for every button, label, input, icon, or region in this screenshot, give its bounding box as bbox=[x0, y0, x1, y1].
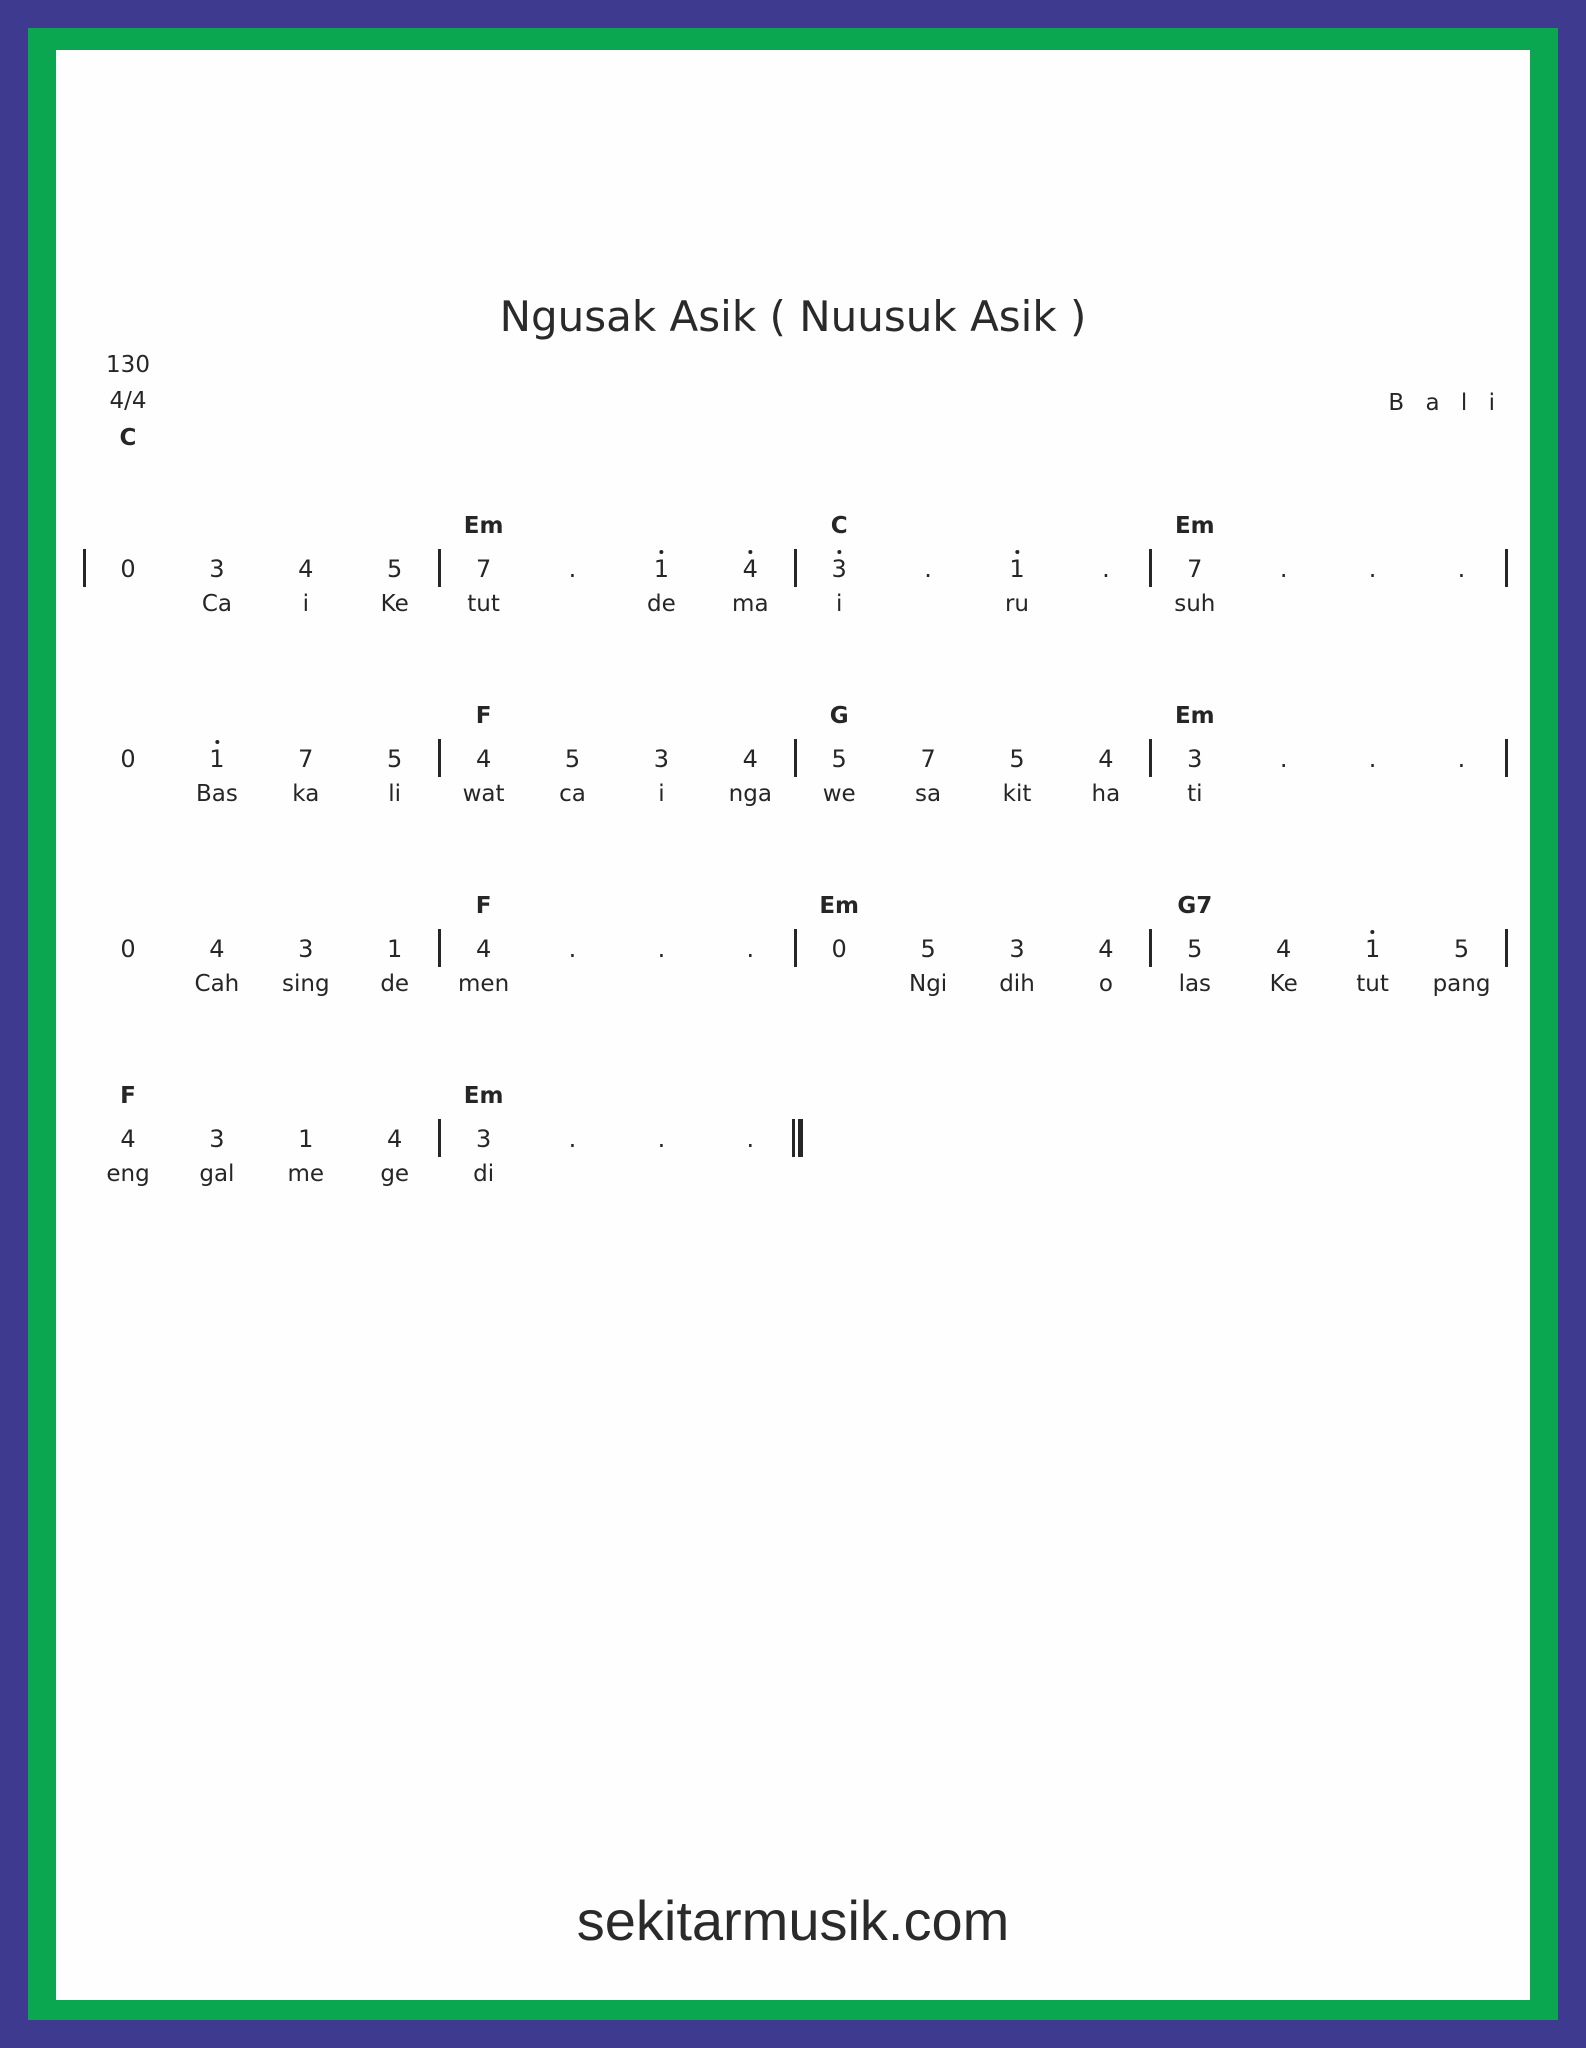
note-sustain-dot bbox=[746, 935, 754, 963]
note-text: 0 bbox=[120, 935, 136, 963]
octave-dot-icon bbox=[659, 550, 663, 554]
bar-line bbox=[1149, 929, 1152, 967]
note-sustain-dot bbox=[569, 555, 577, 583]
lyric-syllable: ge bbox=[380, 1161, 410, 1187]
bar-line bbox=[1149, 549, 1152, 587]
lyric-syllable: de bbox=[380, 971, 410, 997]
origin-label: B a l i bbox=[1388, 390, 1502, 416]
note-text: 7 bbox=[475, 555, 492, 583]
note-text: 0 bbox=[120, 555, 136, 583]
note-text: 1 bbox=[653, 555, 670, 583]
note-number bbox=[1009, 935, 1024, 963]
note-text: . bbox=[1368, 555, 1377, 583]
note-text: 4 bbox=[742, 555, 758, 583]
note-number bbox=[1365, 935, 1380, 963]
note-text: 3 bbox=[831, 555, 847, 583]
bar-line bbox=[438, 739, 441, 777]
note-text: . bbox=[568, 555, 577, 583]
site-footer: sekitarmusik.com bbox=[576, 1889, 1010, 1952]
lyric-syllable: tut bbox=[1356, 971, 1389, 997]
lyric-syllable: eng bbox=[106, 1161, 150, 1187]
bar-line bbox=[438, 929, 441, 967]
note-text: 4 bbox=[209, 935, 225, 963]
note-text: . bbox=[657, 935, 666, 963]
note-sustain-dot bbox=[658, 935, 666, 963]
note-text: . bbox=[746, 935, 755, 963]
note-number bbox=[832, 555, 847, 583]
note-text: 4 bbox=[120, 1125, 136, 1153]
note-text: 4 bbox=[387, 1125, 403, 1153]
lyric-syllable: nga bbox=[728, 781, 772, 807]
note-text: . bbox=[657, 1125, 666, 1153]
lyric-syllable: Ca bbox=[201, 591, 232, 617]
lyric-syllable: i bbox=[835, 591, 843, 617]
note-text: 5 bbox=[564, 745, 581, 773]
note-number bbox=[387, 555, 402, 583]
note-text: 5 bbox=[1453, 935, 1470, 963]
chord-symbol: F bbox=[120, 1083, 136, 1109]
lyric-syllable: di bbox=[473, 1161, 495, 1187]
note-number bbox=[476, 555, 491, 583]
note-text: 0 bbox=[831, 935, 847, 963]
note-text: 7 bbox=[1187, 555, 1203, 583]
note-number bbox=[1098, 935, 1113, 963]
note-number bbox=[387, 935, 402, 963]
note-number bbox=[209, 745, 224, 773]
note-number bbox=[832, 745, 847, 773]
note-number bbox=[209, 935, 224, 963]
lyric-syllable: ma bbox=[732, 591, 769, 617]
note-text: 3 bbox=[1009, 935, 1025, 963]
note-number bbox=[654, 555, 669, 583]
note-text: 4 bbox=[298, 555, 314, 583]
lyric-syllable: dih bbox=[999, 971, 1035, 997]
note-number bbox=[209, 555, 224, 583]
tempo-label: 130 bbox=[106, 352, 150, 378]
note-text: 5 bbox=[387, 745, 403, 773]
chord-symbol: Em bbox=[463, 513, 504, 539]
lyric-syllable: sing bbox=[282, 971, 330, 997]
note-sustain-dot bbox=[1458, 745, 1466, 773]
time-signature-label: 4/4 bbox=[109, 388, 147, 414]
note-text: 1 bbox=[298, 1125, 314, 1153]
note-text: 7 bbox=[298, 745, 314, 773]
lyric-syllable: Ke bbox=[380, 591, 409, 617]
note-number bbox=[298, 555, 313, 583]
final-bar-line bbox=[798, 1119, 803, 1157]
bar-line bbox=[794, 739, 797, 777]
note-number bbox=[1187, 935, 1202, 963]
bar-line bbox=[1505, 549, 1508, 587]
note-text: 5 bbox=[1009, 745, 1025, 773]
note-text: . bbox=[568, 935, 577, 963]
note-sustain-dot bbox=[658, 1125, 666, 1153]
chord-symbol: Em bbox=[1174, 513, 1215, 539]
lyric-syllable: we bbox=[822, 781, 856, 807]
note-text: 4 bbox=[1276, 935, 1292, 963]
note-number bbox=[298, 745, 313, 773]
note-number bbox=[743, 745, 758, 773]
note-sustain-dot bbox=[1458, 555, 1466, 583]
lyric-syllable: Ke bbox=[1269, 971, 1298, 997]
note-number bbox=[387, 1125, 402, 1153]
note-text: 4 bbox=[475, 745, 492, 773]
octave-dot-icon bbox=[1371, 930, 1375, 934]
lyric-syllable: o bbox=[1098, 971, 1113, 997]
lyric-syllable: men bbox=[458, 971, 510, 997]
chord-symbol: G7 bbox=[1177, 893, 1213, 919]
note-number bbox=[120, 745, 135, 773]
lyric-syllable: i bbox=[658, 781, 665, 807]
bar-line bbox=[1149, 739, 1152, 777]
bar-line bbox=[438, 1119, 441, 1157]
note-text: . bbox=[1457, 555, 1466, 583]
chord-symbol: G bbox=[829, 703, 849, 729]
lyric-syllable: me bbox=[287, 1161, 325, 1187]
note-number bbox=[743, 555, 758, 583]
lyric-syllable: pang bbox=[1432, 971, 1491, 997]
note-number bbox=[120, 555, 135, 583]
note-text: . bbox=[1368, 745, 1377, 773]
note-sustain-dot bbox=[1280, 745, 1288, 773]
note-sustain-dot bbox=[569, 1125, 577, 1153]
bar-line bbox=[438, 549, 441, 587]
note-number bbox=[1187, 745, 1202, 773]
chord-symbol: C bbox=[830, 513, 848, 539]
lyric-syllable: ca bbox=[559, 781, 586, 807]
octave-dot-icon bbox=[748, 550, 752, 554]
note-number bbox=[1187, 555, 1202, 583]
note-number bbox=[209, 1125, 224, 1153]
note-number bbox=[1009, 745, 1024, 773]
chord-symbol: F bbox=[475, 893, 492, 919]
lyric-syllable: kit bbox=[1002, 781, 1032, 807]
note-text: 3 bbox=[1187, 745, 1203, 773]
note-text: 4 bbox=[742, 745, 758, 773]
note-text: 4 bbox=[1098, 745, 1114, 773]
lyric-syllable: gal bbox=[199, 1161, 235, 1187]
lyric-syllable: ti bbox=[1187, 781, 1203, 807]
note-number bbox=[476, 1125, 491, 1153]
lyric-syllable: suh bbox=[1174, 591, 1216, 617]
note-number bbox=[1276, 935, 1291, 963]
note-sustain-dot bbox=[924, 555, 932, 583]
note-number bbox=[298, 1125, 313, 1153]
lyric-syllable: ka bbox=[292, 781, 320, 807]
note-number bbox=[920, 745, 935, 773]
lyric-syllable: sa bbox=[915, 781, 942, 807]
song-title: Ngusak Asik ( Nuusuk Asik ) bbox=[499, 292, 1087, 341]
note-number bbox=[120, 1125, 135, 1153]
note-text: . bbox=[1279, 555, 1288, 583]
sheet-paper bbox=[56, 50, 1530, 2000]
note-sustain-dot bbox=[1369, 555, 1377, 583]
lyric-syllable: Ngi bbox=[908, 971, 948, 997]
note-number bbox=[476, 935, 491, 963]
note-text: 5 bbox=[1187, 935, 1203, 963]
note-text: 1 bbox=[1009, 555, 1025, 583]
lyric-syllable: Bas bbox=[195, 781, 238, 807]
note-text: 1 bbox=[387, 935, 403, 963]
lyric-syllable: li bbox=[388, 781, 402, 807]
bar-line bbox=[794, 929, 797, 967]
note-number bbox=[298, 935, 313, 963]
note-text: 4 bbox=[1098, 935, 1114, 963]
note-text: 3 bbox=[209, 1125, 225, 1153]
octave-dot-icon bbox=[837, 550, 841, 554]
chord-symbol: Em bbox=[463, 1083, 504, 1109]
note-text: . bbox=[1457, 745, 1466, 773]
note-text: 4 bbox=[475, 935, 492, 963]
note-text: . bbox=[746, 1125, 755, 1153]
note-text: 5 bbox=[920, 935, 936, 963]
note-number bbox=[832, 935, 847, 963]
note-text: 1 bbox=[1364, 935, 1381, 963]
final-bar-line bbox=[792, 1119, 795, 1157]
note-number bbox=[565, 745, 580, 773]
note-number bbox=[476, 745, 491, 773]
lyric-syllable: ru bbox=[1004, 591, 1030, 617]
note-sustain-dot bbox=[746, 1125, 754, 1153]
bar-line bbox=[1505, 739, 1508, 777]
octave-dot-icon bbox=[1015, 550, 1019, 554]
note-sustain-dot bbox=[1102, 555, 1110, 583]
octave-dot-icon bbox=[215, 740, 219, 744]
note-text: 5 bbox=[387, 555, 403, 583]
lyric-syllable: tut bbox=[467, 591, 500, 617]
note-text: . bbox=[1102, 555, 1110, 583]
note-number bbox=[920, 935, 935, 963]
note-text: 0 bbox=[120, 745, 136, 773]
note-sustain-dot bbox=[1280, 555, 1288, 583]
key-label: C bbox=[119, 425, 137, 451]
note-text: 3 bbox=[475, 1125, 492, 1153]
note-text: 1 bbox=[209, 745, 225, 773]
chord-symbol: Em bbox=[819, 893, 860, 919]
lyric-syllable: wat bbox=[462, 781, 505, 807]
lyric-syllable: i bbox=[302, 591, 309, 617]
note-number bbox=[120, 935, 135, 963]
bar-line bbox=[83, 549, 86, 587]
chord-symbol: Em bbox=[1174, 703, 1215, 729]
note-text: 3 bbox=[653, 745, 670, 773]
bar-line bbox=[1505, 929, 1508, 967]
lyric-syllable: de bbox=[647, 591, 676, 617]
note-text: 3 bbox=[298, 935, 314, 963]
note-text: 7 bbox=[920, 745, 936, 773]
note-sustain-dot bbox=[1369, 745, 1377, 773]
note-text: 3 bbox=[209, 555, 225, 583]
note-text: 5 bbox=[831, 745, 847, 773]
note-number bbox=[1454, 935, 1469, 963]
bar-line bbox=[794, 549, 797, 587]
note-text: . bbox=[1279, 745, 1288, 773]
lyric-syllable: las bbox=[1178, 971, 1212, 997]
lyric-syllable: ha bbox=[1091, 781, 1121, 807]
note-text: . bbox=[568, 1125, 577, 1153]
note-sustain-dot bbox=[569, 935, 577, 963]
lyric-syllable: Cah bbox=[194, 971, 240, 997]
chord-symbol: F bbox=[475, 703, 492, 729]
note-text: . bbox=[924, 555, 932, 583]
note-number bbox=[1009, 555, 1024, 583]
note-number bbox=[654, 745, 669, 773]
note-number bbox=[387, 745, 402, 773]
note-number bbox=[1098, 745, 1113, 773]
